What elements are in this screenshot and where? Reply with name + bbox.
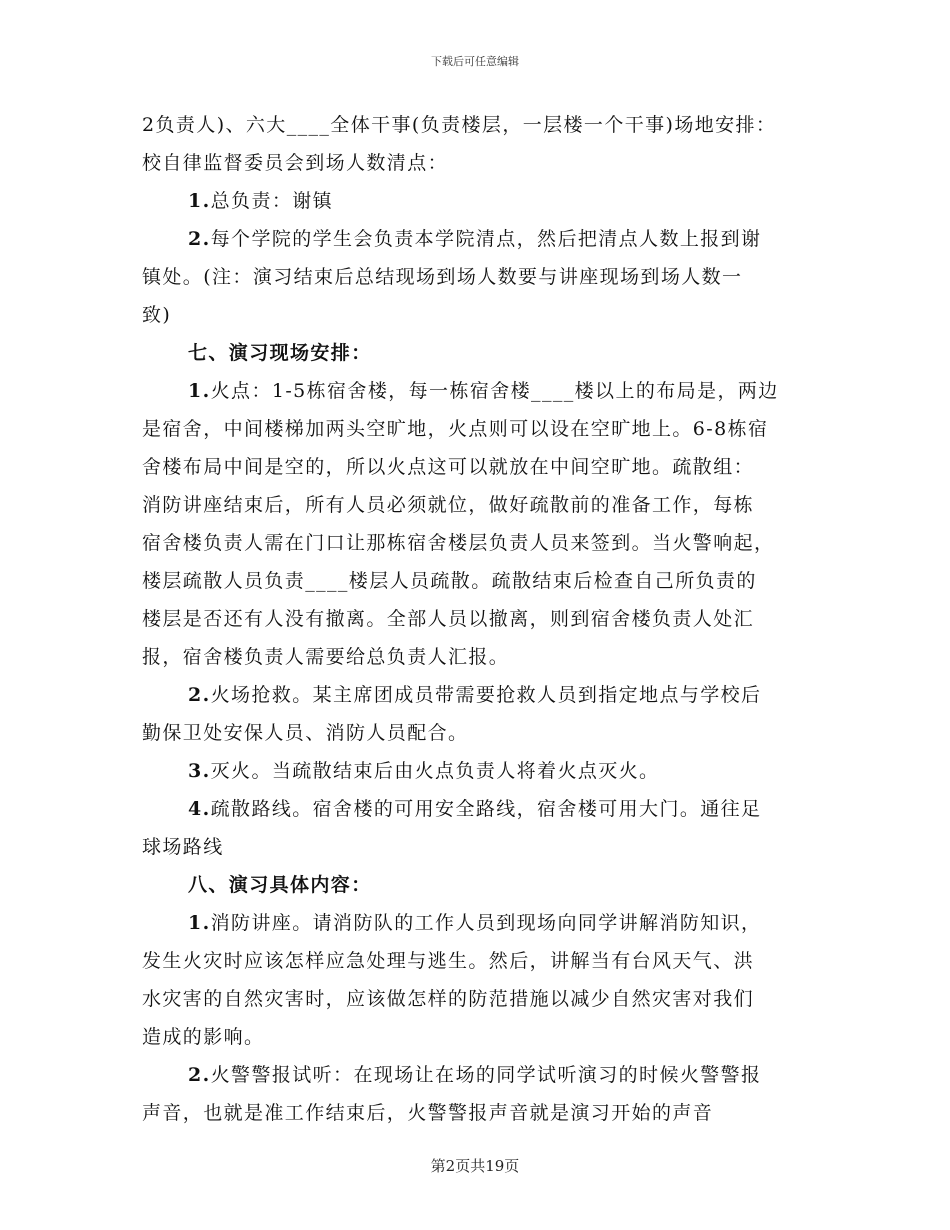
list-item-text: 火警警报试听：在现场让在场的同学试听演习的时候火警警报 <box>210 1064 762 1086</box>
section-heading: 七、演习现场安排： <box>188 342 372 364</box>
list-item-text: 每个学院的学生会负责本学院清点，然后把清点人数上报到谢 <box>210 228 762 250</box>
list-item-text: 消防讲座。请消防队的工作人员到现场向同学讲解消防知识， <box>210 912 762 934</box>
list-number: 1. <box>188 380 211 402</box>
list-number: 2. <box>188 684 211 706</box>
list-item <box>142 1056 812 1094</box>
paragraph-line: 造成的影响。 <box>142 1026 265 1048</box>
paragraph-line: 水灾害的自然灾害时，应该做怎样的防范措施以减少自然灾害对我们 <box>142 988 755 1010</box>
paragraph-line: 是宿舍，中间楼梯加两头空旷地，火点则可以设在空旷地上。6-8栋宿 <box>142 418 769 440</box>
paragraph-line: 舍楼布局中间是空的，所以火点这可以就放在中间空旷地。疏散组： <box>142 456 755 478</box>
list-item <box>142 904 812 942</box>
paragraph-line: 宿舍楼负责人需在门口让那栋宿舍楼层负责人员来签到。当火警响起， <box>142 532 775 554</box>
list-number: 1. <box>188 912 211 934</box>
paragraph-line: 发生火灾时应该怎样应急处理与逃生。然后，讲解当有台风天气、洪 <box>142 950 755 972</box>
paragraph-line: 致) <box>142 304 172 326</box>
paragraph-line: 2负责人)、六大____全体干事(负责楼层，一层楼一个干事)场地安排： <box>142 114 777 136</box>
list-number: 2. <box>188 1064 211 1086</box>
list-item-text: 灭火。当疏散结束后由火点负责人将着火点灭火。 <box>210 760 660 782</box>
paragraph-line: 勤保卫处安保人员、消防人员配合。 <box>142 722 469 744</box>
list-item <box>142 676 812 714</box>
list-number: 2. <box>188 228 211 250</box>
list-number: 3. <box>188 760 211 782</box>
paragraph-line: 校自律监督委员会到场人数清点： <box>142 152 449 174</box>
list-item <box>142 790 812 828</box>
list-item <box>142 220 812 258</box>
list-item-text: 总负责：谢镇 <box>210 190 334 212</box>
section-heading: 八、演习具体内容： <box>188 874 372 896</box>
list-number: 1. <box>188 190 211 212</box>
list-item-text: 疏散路线。宿舍楼的可用安全路线，宿舍楼可用大门。通往足 <box>210 798 762 820</box>
document-body <box>142 106 812 1132</box>
list-number: 4. <box>188 798 211 820</box>
list-item-text: 火场抢救。某主席团成员带需要抢救人员到指定地点与学校后 <box>210 684 762 706</box>
paragraph-line: 楼层是否还有人没有撤离。全部人员以撤离，则到宿舍楼负责人处汇 <box>142 608 755 630</box>
list-item <box>142 372 812 410</box>
paragraph-line: 球场路线 <box>142 836 224 858</box>
paragraph-line: 楼层疏散人员负责____楼层人员疏散。疏散结束后检查自己所负责的 <box>142 570 757 592</box>
list-item <box>142 752 812 790</box>
paragraph-line: 镇处。(注：演习结束后总结现场到场人数要与讲座现场到场人数一 <box>142 266 743 288</box>
list-item <box>142 182 812 220</box>
list-item-text: 火点：1-5栋宿舍楼，每一栋宿舍楼____楼以上的布局是，两边 <box>210 380 779 402</box>
page-number: 第2页共19页 <box>430 1157 520 1175</box>
paragraph-line: 报，宿舍楼负责人需要给总负责人汇报。 <box>142 646 510 668</box>
paragraph-line: 消防讲座结束后，所有人员必须就位，做好疏散前的准备工作，每栋 <box>142 494 755 516</box>
paragraph-line: 声音，也就是准工作结束后，火警警报声音就是演习开始的声音 <box>142 1102 714 1124</box>
page-header-note: 下载后可任意编辑 <box>431 55 519 68</box>
